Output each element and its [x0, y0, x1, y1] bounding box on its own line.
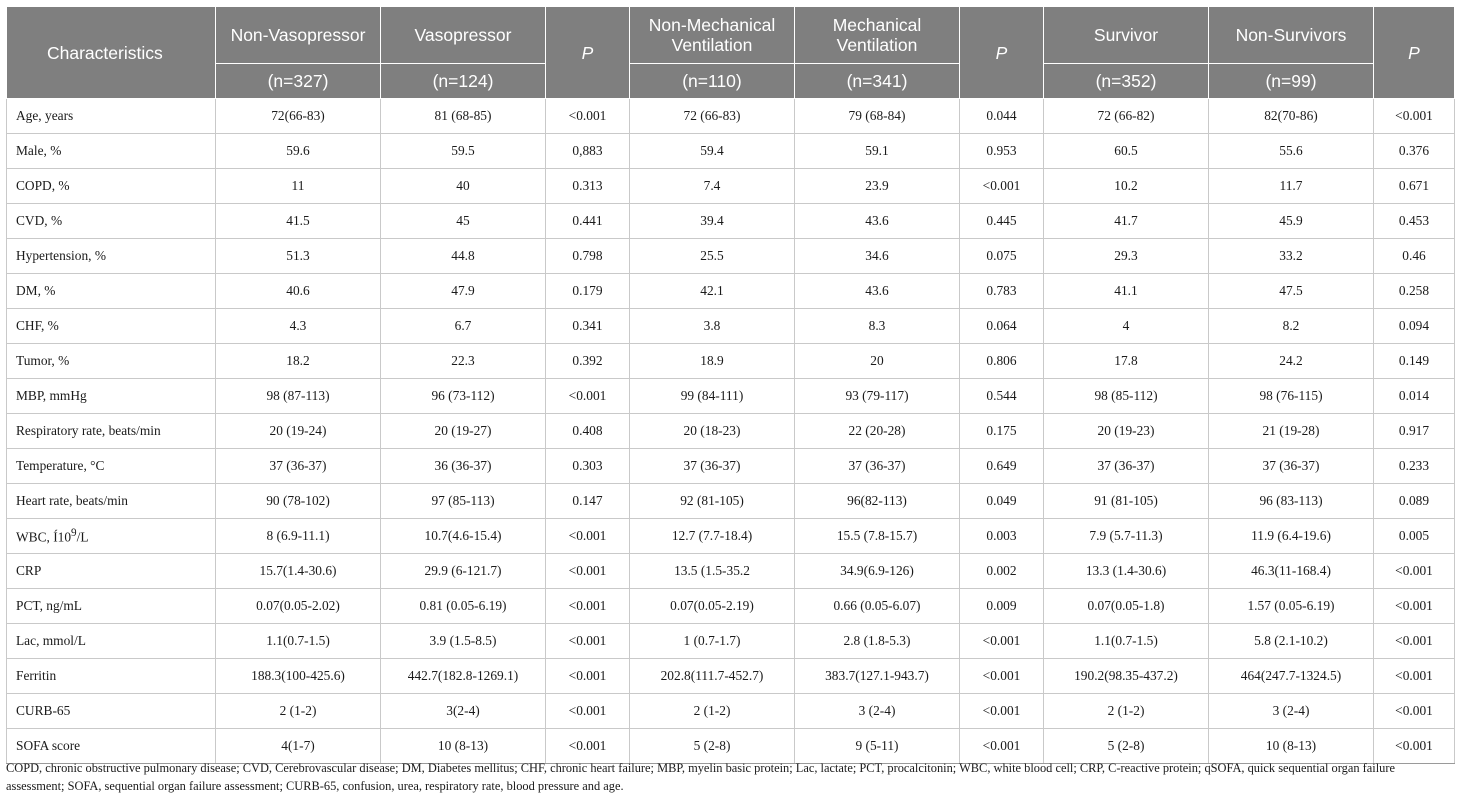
- table-cell: 2.8 (1.8-5.3): [795, 624, 960, 659]
- table-cell: 383.7(127.1-943.7): [795, 659, 960, 694]
- table-cell: 0.07(0.05-2.02): [216, 589, 381, 624]
- table-cell: 21 (19-28): [1209, 414, 1374, 449]
- row-label-suffix: /L: [76, 529, 89, 545]
- p-value-cell: <0.001: [546, 589, 630, 624]
- table-cell: 7.4: [630, 169, 795, 204]
- p-value-cell: 0,883: [546, 134, 630, 169]
- table-cell: 37 (36-37): [630, 449, 795, 484]
- table-row: [7, 554, 1455, 589]
- header-n-non-survivors: (n=99): [1209, 64, 1374, 99]
- table-cell: 5.8 (2.1-10.2): [1209, 624, 1374, 659]
- table-cell: 5 (2-8): [1044, 729, 1209, 764]
- table-cell: 4: [1044, 309, 1209, 344]
- table-row: [7, 379, 1455, 414]
- row-label: Ferritin: [7, 659, 216, 694]
- table-cell: 34.9(6.9-126): [795, 554, 960, 589]
- p-value-cell: <0.001: [546, 554, 630, 589]
- table-body: [7, 99, 1455, 764]
- table-cell: 8.2: [1209, 309, 1374, 344]
- table-cell: 59.1: [795, 134, 960, 169]
- table-cell: 13.5 (1.5-35.2: [630, 554, 795, 589]
- table-cell: 20 (19-24): [216, 414, 381, 449]
- p-value-cell: <0.001: [960, 694, 1044, 729]
- table-cell: 51.3: [216, 239, 381, 274]
- p-value-cell: 0.049: [960, 484, 1044, 519]
- row-label-prefix: WBC, Í10: [16, 529, 72, 545]
- table-footnote: COPD, chronic obstructive pulmonary disease; CVD, Cerebrovascular disease; DM, Diabetes mellitus; CHF, chronic heart failure; MBP, myelin basic protein; Lac, lactate; PCT, procalcitonin; WBC, white blood cell; CRP, C-reactive protein; qSOFA, quick sequential organ failure assessment; SOFA, sequential organ failure assessment; CURB-65, confusion, urea, respiratory rate, blood pressure and age.: [6, 761, 1395, 793]
- header-p-ventilation: P: [960, 7, 1044, 99]
- table-cell: 25.5: [630, 239, 795, 274]
- table-cell: 0.07(0.05-1.8): [1044, 589, 1209, 624]
- header-n-non-vasopressor: (n=327): [216, 64, 381, 99]
- header-non-mechanical-ventilation: Non-Mechanical Ventilation: [630, 7, 795, 64]
- table-cell: 190.2(98.35-437.2): [1044, 659, 1209, 694]
- p-value-cell: 0.258: [1374, 274, 1455, 309]
- table-cell: 464(247.7-1324.5): [1209, 659, 1374, 694]
- p-value-cell: 0.408: [546, 414, 630, 449]
- p-value-cell: <0.001: [546, 729, 630, 764]
- table-cell: 91 (81-105): [1044, 484, 1209, 519]
- p-value-cell: 0.917: [1374, 414, 1455, 449]
- table-cell: 96(82-113): [795, 484, 960, 519]
- p-value-cell: 0.544: [960, 379, 1044, 414]
- table-cell: 9 (5-11): [795, 729, 960, 764]
- p-value-cell: 0.044: [960, 99, 1044, 134]
- table-cell: 37 (36-37): [1209, 449, 1374, 484]
- p-value-cell: <0.001: [1374, 99, 1455, 134]
- table-cell: 23.9: [795, 169, 960, 204]
- table-cell: 22.3: [381, 344, 546, 379]
- p-value-cell: 0.149: [1374, 344, 1455, 379]
- row-label: COPD, %: [7, 169, 216, 204]
- p-value-cell: 0.147: [546, 484, 630, 519]
- p-value-cell: 0.341: [546, 309, 630, 344]
- table-cell: 1.57 (0.05-6.19): [1209, 589, 1374, 624]
- header-n-mechanical-ventilation: (n=341): [795, 64, 960, 99]
- header-survivor: Survivor: [1044, 7, 1209, 64]
- characteristics-table: [6, 6, 1455, 764]
- table-cell: 81 (68-85): [381, 99, 546, 134]
- header-n-vasopressor: (n=124): [381, 64, 546, 99]
- table-cell: 12.7 (7.7-18.4): [630, 519, 795, 554]
- row-label-superscript: 9: [71, 526, 77, 539]
- table-cell: 10 (8-13): [381, 729, 546, 764]
- table-row: [7, 589, 1455, 624]
- table-row: [7, 449, 1455, 484]
- table-cell: 44.8: [381, 239, 546, 274]
- table-cell: 6.7: [381, 309, 546, 344]
- table-cell: 29.3: [1044, 239, 1209, 274]
- table-cell: 24.2: [1209, 344, 1374, 379]
- table-cell: 99 (84-111): [630, 379, 795, 414]
- table-cell: 45.9: [1209, 204, 1374, 239]
- table-cell: 1 (0.7-1.7): [630, 624, 795, 659]
- table-cell: 202.8(111.7-452.7): [630, 659, 795, 694]
- table-row: [7, 694, 1455, 729]
- table-cell: 2 (1-2): [630, 694, 795, 729]
- p-value-cell: 0.671: [1374, 169, 1455, 204]
- table-cell: 43.6: [795, 204, 960, 239]
- table-cell: 40.6: [216, 274, 381, 309]
- table-row: [7, 309, 1455, 344]
- p-value-cell: 0.002: [960, 554, 1044, 589]
- table-cell: 188.3(100-425.6): [216, 659, 381, 694]
- table-cell: 4.3: [216, 309, 381, 344]
- table-cell: 20 (19-23): [1044, 414, 1209, 449]
- table-cell: 37 (36-37): [1044, 449, 1209, 484]
- table-cell: 22 (20-28): [795, 414, 960, 449]
- table-cell: 60.5: [1044, 134, 1209, 169]
- table-cell: 59.5: [381, 134, 546, 169]
- table-cell: 33.2: [1209, 239, 1374, 274]
- p-value-cell: 0.075: [960, 239, 1044, 274]
- table-cell: 0.07(0.05-2.19): [630, 589, 795, 624]
- table-cell: 11.7: [1209, 169, 1374, 204]
- table-cell: 47.5: [1209, 274, 1374, 309]
- table-cell: 3 (2-4): [795, 694, 960, 729]
- table-cell: 3.8: [630, 309, 795, 344]
- table-cell: 41.7: [1044, 204, 1209, 239]
- p-value-cell: <0.001: [960, 169, 1044, 204]
- table-cell: 18.9: [630, 344, 795, 379]
- table-cell: 96 (83-113): [1209, 484, 1374, 519]
- table-row: [7, 659, 1455, 694]
- p-value-cell: 0.376: [1374, 134, 1455, 169]
- table-cell: 59.6: [216, 134, 381, 169]
- header-p-survival: P: [1374, 7, 1455, 99]
- table-cell: 13.3 (1.4-30.6): [1044, 554, 1209, 589]
- p-value-cell: 0.392: [546, 344, 630, 379]
- p-value-cell: 0.783: [960, 274, 1044, 309]
- p-value-cell: 0.175: [960, 414, 1044, 449]
- table-cell: 55.6: [1209, 134, 1374, 169]
- table-cell: 4(1-7): [216, 729, 381, 764]
- p-value-cell: <0.001: [546, 659, 630, 694]
- row-label: DM, %: [7, 274, 216, 309]
- table-cell: 10.2: [1044, 169, 1209, 204]
- p-value-cell: 0.094: [1374, 309, 1455, 344]
- table-row: [7, 204, 1455, 239]
- table-cell: 2 (1-2): [1044, 694, 1209, 729]
- table-row: [7, 344, 1455, 379]
- p-value-cell: 0.953: [960, 134, 1044, 169]
- p-value-cell: 0.649: [960, 449, 1044, 484]
- table-cell: 442.7(182.8-1269.1): [381, 659, 546, 694]
- row-label: CVD, %: [7, 204, 216, 239]
- table-cell: 11.9 (6.4-19.6): [1209, 519, 1374, 554]
- p-value-cell: <0.001: [1374, 659, 1455, 694]
- p-value-cell: <0.001: [1374, 589, 1455, 624]
- table-cell: 90 (78-102): [216, 484, 381, 519]
- table-cell: 34.6: [795, 239, 960, 274]
- table-cell: 1.1(0.7-1.5): [1044, 624, 1209, 659]
- table-cell: 93 (79-117): [795, 379, 960, 414]
- table-cell: 47.9: [381, 274, 546, 309]
- row-label: Age, years: [7, 99, 216, 134]
- header-n-survivor: (n=352): [1044, 64, 1209, 99]
- row-label: Tumor, %: [7, 344, 216, 379]
- p-value-cell: 0.445: [960, 204, 1044, 239]
- p-value-cell: 0.441: [546, 204, 630, 239]
- table-row: [7, 519, 1455, 554]
- table-cell: 72 (66-83): [630, 99, 795, 134]
- table-cell: 10 (8-13): [1209, 729, 1374, 764]
- table-row: [7, 99, 1455, 134]
- header-non-survivors: Non-Survivors: [1209, 7, 1374, 64]
- row-label: PCT, ng/mL: [7, 589, 216, 624]
- table-cell: 82(70-86): [1209, 99, 1374, 134]
- table-cell: 43.6: [795, 274, 960, 309]
- p-value-cell: <0.001: [1374, 694, 1455, 729]
- p-value-cell: 0.003: [960, 519, 1044, 554]
- p-value-cell: 0.303: [546, 449, 630, 484]
- table-cell: 18.2: [216, 344, 381, 379]
- table-cell: 98 (76-115): [1209, 379, 1374, 414]
- table-cell: 8.3: [795, 309, 960, 344]
- p-value-cell: 0.064: [960, 309, 1044, 344]
- table-cell: 96 (73-112): [381, 379, 546, 414]
- p-value-cell: <0.001: [960, 729, 1044, 764]
- p-value-cell: <0.001: [1374, 624, 1455, 659]
- row-label: SOFA score: [7, 729, 216, 764]
- table-cell: 41.5: [216, 204, 381, 239]
- table-header: [7, 7, 1455, 99]
- row-label: Male, %: [7, 134, 216, 169]
- p-value-cell: 0.089: [1374, 484, 1455, 519]
- p-value-cell: 0.179: [546, 274, 630, 309]
- table-row: [7, 169, 1455, 204]
- table-cell: 17.8: [1044, 344, 1209, 379]
- characteristics-table-container: [6, 6, 1454, 764]
- table-cell: 97 (85-113): [381, 484, 546, 519]
- p-value-cell: 0.798: [546, 239, 630, 274]
- table-cell: 92 (81-105): [630, 484, 795, 519]
- table-cell: 15.7(1.4-30.6): [216, 554, 381, 589]
- table-cell: 42.1: [630, 274, 795, 309]
- table-row: [7, 484, 1455, 519]
- table-cell: 39.4: [630, 204, 795, 239]
- p-value-cell: <0.001: [546, 694, 630, 729]
- table-row: [7, 134, 1455, 169]
- table-cell: 11: [216, 169, 381, 204]
- header-p-vasopressor: P: [546, 7, 630, 99]
- p-value-cell: <0.001: [960, 659, 1044, 694]
- table-cell: 40: [381, 169, 546, 204]
- table-cell: 98 (87-113): [216, 379, 381, 414]
- table-cell: 59.4: [630, 134, 795, 169]
- p-value-cell: 0.806: [960, 344, 1044, 379]
- header-non-vasopressor: Non-Vasopressor: [216, 7, 381, 64]
- row-label: CURB-65: [7, 694, 216, 729]
- p-value-cell: 0.005: [1374, 519, 1455, 554]
- table-row: [7, 239, 1455, 274]
- table-cell: 72(66-83): [216, 99, 381, 134]
- table-cell: 2 (1-2): [216, 694, 381, 729]
- table-cell: 0.81 (0.05-6.19): [381, 589, 546, 624]
- p-value-cell: 0.453: [1374, 204, 1455, 239]
- row-label: Heart rate, beats/min: [7, 484, 216, 519]
- table-cell: 46.3(11-168.4): [1209, 554, 1374, 589]
- table-cell: 3(2-4): [381, 694, 546, 729]
- header-characteristics: Characteristics: [7, 7, 216, 99]
- table-cell: 7.9 (5.7-11.3): [1044, 519, 1209, 554]
- row-label: CRP: [7, 554, 216, 589]
- table-row: [7, 274, 1455, 309]
- row-label: Hypertension, %: [7, 239, 216, 274]
- table-cell: 29.9 (6-121.7): [381, 554, 546, 589]
- header-n-non-mechanical-ventilation: (n=110): [630, 64, 795, 99]
- table-cell: 3.9 (1.5-8.5): [381, 624, 546, 659]
- table-cell: 8 (6.9-11.1): [216, 519, 381, 554]
- p-value-cell: <0.001: [960, 624, 1044, 659]
- table-row: [7, 414, 1455, 449]
- p-value-cell: 0.313: [546, 169, 630, 204]
- row-label: [7, 519, 216, 554]
- row-label: Lac, mmol/L: [7, 624, 216, 659]
- table-cell: 15.5 (7.8-15.7): [795, 519, 960, 554]
- table-cell: 98 (85-112): [1044, 379, 1209, 414]
- header-vasopressor: Vasopressor: [381, 7, 546, 64]
- header-mechanical-ventilation: Mechanical Ventilation: [795, 7, 960, 64]
- table-cell: 5 (2-8): [630, 729, 795, 764]
- table-cell: 0.66 (0.05-6.07): [795, 589, 960, 624]
- p-value-cell: <0.001: [546, 624, 630, 659]
- p-value-cell: <0.001: [1374, 729, 1455, 764]
- table-cell: 79 (68-84): [795, 99, 960, 134]
- table-cell: 36 (36-37): [381, 449, 546, 484]
- row-label: Temperature, °C: [7, 449, 216, 484]
- table-cell: 72 (66-82): [1044, 99, 1209, 134]
- table-cell: 20 (18-23): [630, 414, 795, 449]
- table-cell: 37 (36-37): [216, 449, 381, 484]
- p-value-cell: 0.009: [960, 589, 1044, 624]
- row-label: CHF, %: [7, 309, 216, 344]
- p-value-cell: <0.001: [546, 99, 630, 134]
- p-value-cell: 0.233: [1374, 449, 1455, 484]
- table-cell: 3 (2-4): [1209, 694, 1374, 729]
- table-cell: 45: [381, 204, 546, 239]
- row-label: MBP, mmHg: [7, 379, 216, 414]
- p-value-cell: <0.001: [1374, 554, 1455, 589]
- p-value-cell: <0.001: [546, 519, 630, 554]
- p-value-cell: <0.001: [546, 379, 630, 414]
- p-value-cell: 0.46: [1374, 239, 1455, 274]
- table-cell: 20: [795, 344, 960, 379]
- table-cell: 20 (19-27): [381, 414, 546, 449]
- table-row: [7, 624, 1455, 659]
- row-label: Respiratory rate, beats/min: [7, 414, 216, 449]
- table-cell: 1.1(0.7-1.5): [216, 624, 381, 659]
- p-value-cell: 0.014: [1374, 379, 1455, 414]
- table-cell: 41.1: [1044, 274, 1209, 309]
- table-cell: 37 (36-37): [795, 449, 960, 484]
- table-cell: 10.7(4.6-15.4): [381, 519, 546, 554]
